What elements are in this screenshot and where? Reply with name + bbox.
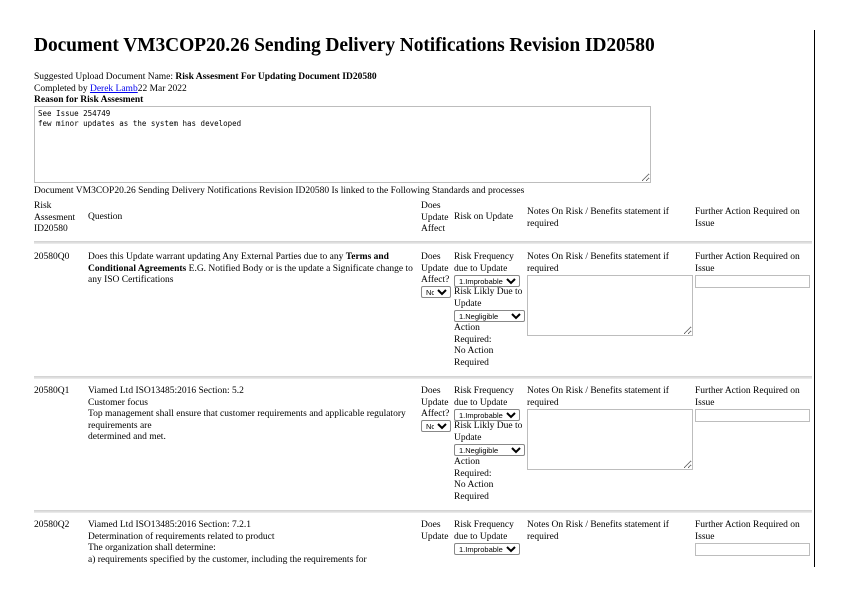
question-text: Does this Update warrant updating Any External Parties due to any [88, 252, 346, 262]
question-line: Customer focus [88, 397, 148, 408]
header-question: Question [88, 212, 123, 222]
reason-label: Reason for Risk Assesment [34, 95, 144, 105]
action-label: Action Required: [454, 457, 492, 479]
page-right-border [814, 30, 815, 567]
header-affect: Does Update Affect [421, 201, 449, 234]
notes-label: Notes On Risk / Benefits statement if required [527, 520, 669, 542]
question-line: The organization shall determine: [88, 543, 216, 553]
question-line: Viamed Ltd ISO13485:2016 Section: 5.2 [88, 386, 244, 396]
likely-label: Risk Likly Due to Update [454, 287, 523, 309]
action-value: No Action Required [454, 346, 494, 368]
row-id: 20580Q2 [34, 520, 70, 530]
header-risk-id: Risk Assesment ID20580 [34, 201, 76, 234]
further-action-input[interactable] [695, 275, 810, 288]
row-id: 20580Q0 [34, 252, 70, 262]
frequency-select[interactable] [454, 275, 520, 287]
frequency-label: Risk Frequency due to Update [454, 252, 514, 274]
header-notes: Notes On Risk / Benefits statement if required [527, 207, 669, 229]
notes-label: Notes On Risk / Benefits statement if required [527, 252, 669, 274]
header-risk: Risk on Update [454, 212, 514, 222]
completed-by-link[interactable]: Derek Lamb [89, 83, 138, 94]
further-action-input[interactable] [695, 543, 810, 556]
affect-label: Does Update [421, 520, 449, 542]
frequency-label: Risk Frequency due to Update [454, 386, 514, 408]
row-separator [34, 241, 812, 244]
completed-label: Completed by [34, 83, 90, 94]
likely-select[interactable] [454, 444, 525, 456]
reason-heading [34, 95, 377, 107]
frequency-select[interactable] [454, 543, 520, 555]
affect-select[interactable] [421, 286, 451, 298]
action-label: Action Required: [454, 323, 492, 345]
likely-label: Risk Likly Due to Update [454, 421, 523, 443]
further-action-label: Further Action Required on Issue [695, 386, 800, 408]
question-text: E.G. Notified Body or is the update a Significate change to any ISO Certifications [88, 263, 413, 285]
notes-label: Notes On Risk / Benefits statement if required [527, 386, 669, 408]
question-line: Viamed Ltd ISO13485:2016 Section: 7.2.1 [88, 520, 252, 530]
row-question [88, 520, 418, 566]
reason-textarea[interactable] [34, 106, 651, 183]
likely-select[interactable] [454, 310, 525, 322]
question-line: Top management shall ensure that customer requirements and applicable regulatory requirements are [88, 409, 406, 431]
upload-name-line [34, 72, 377, 84]
further-action-label: Further Action Required on Issue [695, 520, 800, 542]
notes-textarea[interactable] [527, 409, 693, 470]
question-line: determined and met. [88, 432, 166, 442]
affect-label: Does Update Affect? [421, 252, 450, 285]
affect-label: Does Update Affect? [421, 386, 450, 419]
document-meta [34, 72, 377, 107]
action-value: No Action Required [454, 480, 494, 502]
frequency-label: Risk Frequency due to Update [454, 520, 514, 542]
row-question [88, 252, 418, 287]
completed-line [34, 84, 377, 96]
row-id: 20580Q1 [34, 386, 70, 396]
linked-standards-text: Document VM3COP20.26 Sending Delivery Notifications Revision ID20580 Is linked to the Following Standards and processes [34, 186, 525, 196]
further-action-label: Further Action Required on Issue [695, 252, 800, 274]
header-further-action: Further Action Required on Issue [695, 207, 800, 229]
frequency-select[interactable] [454, 409, 520, 421]
completed-date: 22 Mar 2022 [137, 83, 187, 94]
question-bold-text: Terms and Conditional Agreements [88, 252, 389, 274]
question-line: a) requirements specified by the customer, including the requirements for [88, 554, 367, 565]
upload-name-label: Suggested Upload Document Name: [34, 72, 176, 82]
notes-textarea[interactable] [527, 275, 693, 336]
row-question [88, 386, 418, 444]
row-separator [34, 376, 812, 379]
affect-select[interactable] [421, 420, 451, 432]
page-title: Document VM3COP20.26 Sending Delivery Notifications Revision ID20580 [34, 35, 655, 56]
row-separator [34, 510, 812, 513]
question-line: Determination of requirements related to product [88, 531, 275, 542]
upload-name-value: Risk Assesment For Updating Document ID20580 [175, 72, 377, 82]
further-action-input[interactable] [695, 409, 810, 422]
